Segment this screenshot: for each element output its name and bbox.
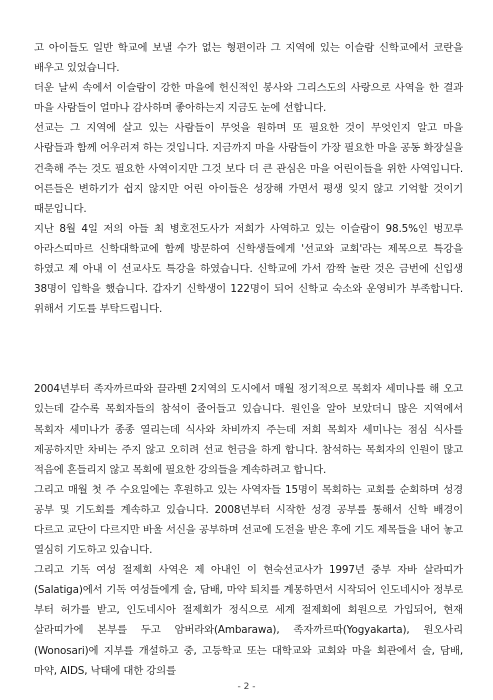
paragraph: 고 아이들도 일반 학교에 보낼 수가 없는 형편이라 그 지역에 있는 이슬람 신학교에서 코란을 배우고 있었습니다. [34,42,463,75]
section-gap [34,319,463,379]
paragraph: 선교는 그 지역에 살고 있는 사람들이 무엇을 원하며 또 필요한 것이 무엇인지 알고 마을 사람들과 함께 어우러져 하는 것입니다. 지금까지 마을 사람들이 가장 필요한 마을 공동 화장실을 건축해 주는 것도 필요한 사역이지만 그것 보다 더 큰 관심은 마을 어린이들을 위한 사역입니다. 어른들은 변하기가 쉽지 않지만 어린 아이들은 성장해 가면서 평생 잊지 않고 기억할 것이기 때문입니다. [34,122,463,215]
paragraph: 지난 8월 4일 저의 아들 최 병호전도사가 저희가 사역하고 있는 이슬람이 98.5%인 벙꼬루 아라스띠마르 신학대학교에 함께 방문하여 신학생들에게 '선교와 교회'라는 제목으로 특강을 하였고 제 아내 이 선교사도 특강을 하였습니다. 신학교에 가서 깜짝 놀란 것은 금번에 신입생 38명이 입학을 했습니다. 갑자기 신학생이 122명이 되어 신학교 숙소와 운영비가 부족합니다. 위해서 기도를 부탁드립니다. [34,222,463,316]
paragraph: 그리고 기독 여성 절제회 사역은 제 아내인 이 현숙선교사가 1997년 중부 자바 살라띠가(Salatiga)에서 기독 여성들에게 술, 담배, 마약 퇴치를 계몽하면서 시작되어 인도네시아 정부로 부터 허가를 받고, 인도네시아 절제회가 정식으로 세계 절제회에 회원으로 가입되어, 현재 살라띠가에 본부를 두고 암버라와(Ambarawa), 족자까르따(Yogyakarta), 원오사리(Wonosari)에 지부를 개설하고 중, 고등학교 또는 대학교와 교회와 마을 회관에서 술, 담배, 마약, AIDS, 낙태에 대한 강의를 [34,564,463,677]
paragraph: 그리고 매월 첫 주 수요일에는 후원하고 있는 사역자들 15명이 목회하는 교회를 순회하며 성경 공부 및 기도회를 계속하고 있습니다. 2008년부터 시작한 성경 공부를 통해서 신학 배경이 다르고 교단이 다르지만 바울 서신을 공부하며 선교에 도전을 받은 후에 기도 제목들을 내어 놓고 열심히 기도하고 있습니다. [34,483,463,557]
page-number: - 2 - [237,682,256,692]
paragraph: 더운 날씨 속에서 이슬람이 강한 마을에 헌신적인 봉사와 그리스도의 사랑으로 사역을 한 결과 마을 사람들이 얼마나 감사하며 좋아하는지 지금도 눈에 선합니다. [34,82,463,115]
section-pastor-seminar [34,379,463,680]
paragraph: 2004년부터 족자까르따와 끌라뗀 2지역의 도시에서 매월 정기적으로 목회자 세미나를 해 오고 있는데 갈수록 목회자들의 참석이 줄어들고 있습니다. 원인을 알아 보았더니 많은 지역에서 목회자 세미나가 종종 열리는데 식사와 차비까지 주는데 저희 목회자 세미나는 점심 식사를 제공하지만 차비는 주지 않고 오히려 선교 헌금을 하게 합니다. 참석하는 목회자의 인원이 많고 적음에 흔들리지 않고 목회에 필요한 강의들을 계속하려고 합니다. [34,383,463,476]
section-theological-school [34,38,463,319]
